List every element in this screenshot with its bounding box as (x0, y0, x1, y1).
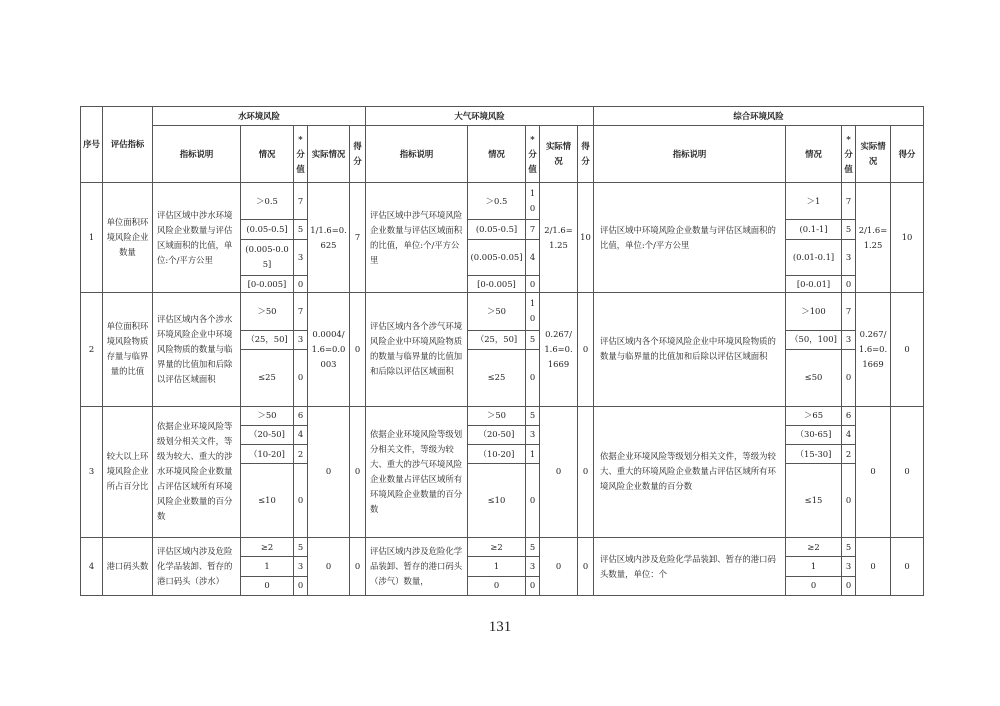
total-cond-value: 0 (842, 464, 856, 538)
air-actual: 0 (540, 538, 578, 596)
air-cond: (0.005-0.05] (468, 239, 526, 275)
total-cond-value: 7 (842, 182, 856, 219)
water-cond-value: 3 (294, 239, 308, 275)
header-score-value: *分值 (842, 126, 856, 183)
air-cond-value: 0 (526, 464, 540, 538)
page-number: 131 (488, 619, 512, 635)
total-score: 10 (891, 182, 924, 292)
header-actual: 实际情况 (308, 126, 350, 183)
air-cond: (0.05-0.5] (468, 220, 526, 239)
air-cond-value: 7 (526, 220, 540, 239)
header-situation: 情况 (241, 126, 294, 183)
header-desc: 指标说明 (153, 126, 241, 183)
air-cond: ≤25 (468, 349, 526, 406)
total-cond: ≤15 (786, 464, 842, 538)
air-cond: （10-20] (468, 445, 526, 464)
air-cond-value: 0 (526, 349, 540, 406)
air-cond-value: 3 (526, 425, 540, 444)
air-cond-value: 0 (526, 276, 540, 293)
total-desc: 依据企业环境风险等级划分相关文件，等级为较大、重大的环境风险企业数量占评估区域所有环境风险企业数量的百分数 (594, 406, 786, 538)
air-desc: 评估区域内各个涉气环境风险企业中环境风险物质的数量与临界量的比值加和后除以评估区域面积 (366, 293, 468, 406)
water-desc: 评估区域中涉水环境风险企业数量与评估区域面积的比值，单位:个/平方公里 (153, 182, 241, 292)
water-cond: （25，50] (241, 330, 294, 349)
water-cond-value: 6 (294, 406, 308, 425)
total-cond-value: 7 (842, 293, 856, 330)
header-actual: 实际情况 (856, 126, 891, 183)
water-cond-value: 7 (294, 182, 308, 219)
total-actual: 0.267/1.6=0.1669 (856, 293, 891, 406)
water-desc: 依据企业环境风险等级划分相关文件，等级为较大、重大的涉水环境风险企业数量占评估区域所有环境风险企业数量的百分数 (153, 406, 241, 538)
water-cond: (0.005-0.05] (241, 239, 294, 275)
total-cond-value: 5 (842, 538, 856, 557)
total-cond-value: 0 (842, 349, 856, 406)
water-cond: [0-0.005] (241, 276, 294, 293)
water-cond: ≤25 (241, 349, 294, 406)
total-score: 0 (891, 538, 924, 596)
header-score-value: *分值 (526, 126, 540, 183)
air-cond: ＞50 (468, 406, 526, 425)
total-desc: 评估区域中环境风险企业数量与评估区域面积的比值，单位:个/平方公里 (594, 182, 786, 292)
total-cond: [0-0.01] (786, 276, 842, 293)
risk-assessment-table (80, 106, 924, 596)
header-situation: 情况 (786, 126, 842, 183)
water-actual: 0 (308, 406, 350, 538)
water-cond-value: 5 (294, 538, 308, 557)
total-cond: （15-30] (786, 445, 842, 464)
air-cond-value: 10 (526, 293, 540, 330)
air-cond-value: 0 (526, 576, 540, 595)
water-cond: ≥2 (241, 538, 294, 557)
air-cond: ≥2 (468, 538, 526, 557)
air-cond-value: 3 (526, 557, 540, 576)
water-actual: 1/1.6=0.625 (308, 182, 350, 292)
water-cond-value: 0 (294, 276, 308, 293)
air-desc: 评估区域内涉及危险化学品装卸、暂存的港口码头（涉气）数量， (366, 538, 468, 596)
total-score: 0 (891, 406, 924, 538)
total-cond-value: 2 (842, 445, 856, 464)
water-cond: 0 (241, 576, 294, 595)
water-cond: 1 (241, 557, 294, 576)
total-cond: ≥2 (786, 538, 842, 557)
water-cond: （10-20] (241, 445, 294, 464)
total-cond-value: 3 (842, 330, 856, 349)
header-indicator: 评估指标 (103, 107, 153, 183)
row-number: 2 (81, 293, 103, 406)
header-desc: 指标说明 (366, 126, 468, 183)
header-situation: 情况 (468, 126, 526, 183)
water-score: 0 (350, 538, 366, 596)
header-score: 得分 (350, 126, 366, 183)
total-cond: 0 (786, 576, 842, 595)
water-cond: ＞50 (241, 293, 294, 330)
total-cond: (0.1-1] (786, 220, 842, 239)
row-number: 1 (81, 182, 103, 292)
row-number: 4 (81, 538, 103, 596)
total-cond-value: 3 (842, 239, 856, 275)
water-cond-value: 3 (294, 330, 308, 349)
water-score: 0 (350, 293, 366, 406)
water-desc: 评估区域内涉及危险化学品装卸、暂存的港口码头（涉水） (153, 538, 241, 596)
water-cond-value: 7 (294, 293, 308, 330)
indicator-name: 单位面积环境风险物质存量与临界量的比值 (103, 293, 153, 406)
air-desc: 依据企业环境风险等级划分相关文件，等级为较大、重大的涉气环境风险企业数量占评估区域所有环境风险企业数量的百分数 (366, 406, 468, 538)
total-cond: (0.01-0.1] (786, 239, 842, 275)
air-score: 0 (578, 293, 594, 406)
total-cond: ＞65 (786, 406, 842, 425)
air-cond: （20-50] (468, 425, 526, 444)
header-desc: 指标说明 (594, 126, 786, 183)
total-actual: 0 (856, 406, 891, 538)
total-cond: ＞1 (786, 182, 842, 219)
total-cond-value: 5 (842, 220, 856, 239)
air-cond: ≤10 (468, 464, 526, 538)
air-cond-value: 10 (526, 182, 540, 219)
header-seq: 序号 (81, 107, 103, 183)
air-score: 0 (578, 406, 594, 538)
header-air-risk: 大气环境风险 (366, 107, 594, 126)
water-cond: ≤10 (241, 464, 294, 538)
total-actual: 0 (856, 538, 891, 596)
air-cond: 0 (468, 576, 526, 595)
header-water-risk: 水环境风险 (153, 107, 366, 126)
total-actual: 2/1.6=1.25 (856, 182, 891, 292)
water-actual: 0 (308, 538, 350, 596)
air-cond-value: 5 (526, 406, 540, 425)
water-cond-value: 5 (294, 220, 308, 239)
air-cond-value: 5 (526, 538, 540, 557)
total-cond-value: 0 (842, 576, 856, 595)
air-score: 10 (578, 182, 594, 292)
row-number: 3 (81, 406, 103, 538)
air-actual: 0 (540, 406, 578, 538)
indicator-name: 港口码头数 (103, 538, 153, 596)
air-score: 0 (578, 538, 594, 596)
air-cond: [0-0.005] (468, 276, 526, 293)
air-cond-value: 1 (526, 445, 540, 464)
total-cond: ＞100 (786, 293, 842, 330)
air-cond-value: 4 (526, 239, 540, 275)
air-cond: （25，50] (468, 330, 526, 349)
total-score: 0 (891, 293, 924, 406)
header-score: 得分 (578, 126, 594, 183)
air-cond: ＞50 (468, 293, 526, 330)
total-cond-value: 3 (842, 557, 856, 576)
header-score: 得分 (891, 126, 924, 183)
header-actual: 实际情况 (540, 126, 578, 183)
air-desc: 评估区域中涉气环境风险企业数量与评估区域面积的比值，单位:个/平方公里 (366, 182, 468, 292)
water-score: 7 (350, 182, 366, 292)
water-cond: ＞0.5 (241, 182, 294, 219)
water-cond: （20-50] (241, 425, 294, 444)
water-actual: 0.0004/1.6=0.0003 (308, 293, 350, 406)
air-actual: 0.267/1.6=0.1669 (540, 293, 578, 406)
air-actual: 2/1.6=1.25 (540, 182, 578, 292)
total-cond: ≤50 (786, 349, 842, 406)
water-cond: ＞50 (241, 406, 294, 425)
indicator-name: 单位面积环境风险企业数量 (103, 182, 153, 292)
total-cond-value: 6 (842, 406, 856, 425)
air-cond: ＞0.5 (468, 182, 526, 219)
air-cond: 1 (468, 557, 526, 576)
total-desc: 评估区域内各个环境风险企业中环境风险物质的数量与临界量的比值加和后除以评估区域面积 (594, 293, 786, 406)
water-cond-value: 0 (294, 576, 308, 595)
water-cond: (0.05-0.5] (241, 220, 294, 239)
water-cond-value: 0 (294, 464, 308, 538)
total-cond-value: 4 (842, 425, 856, 444)
total-cond-value: 0 (842, 276, 856, 293)
indicator-name: 较大以上环境风险企业所占百分比 (103, 406, 153, 538)
water-cond-value: 2 (294, 445, 308, 464)
header-total-risk: 综合环境风险 (594, 107, 924, 126)
water-score: 0 (350, 406, 366, 538)
water-cond-value: 4 (294, 425, 308, 444)
header-score-value: *分值 (294, 126, 308, 183)
water-cond-value: 0 (294, 349, 308, 406)
total-cond: （30-65] (786, 425, 842, 444)
total-cond: （50，100] (786, 330, 842, 349)
total-cond: 1 (786, 557, 842, 576)
water-desc: 评估区域内各个涉水环境风险企业中环境风险物质的数量与临界量的比值加和后除以评估区域面积 (153, 293, 241, 406)
total-desc: 评估区域内涉及危险化学品装卸、暂存的港口码头数量，单位：个 (594, 538, 786, 596)
water-cond-value: 3 (294, 557, 308, 576)
air-cond-value: 5 (526, 330, 540, 349)
